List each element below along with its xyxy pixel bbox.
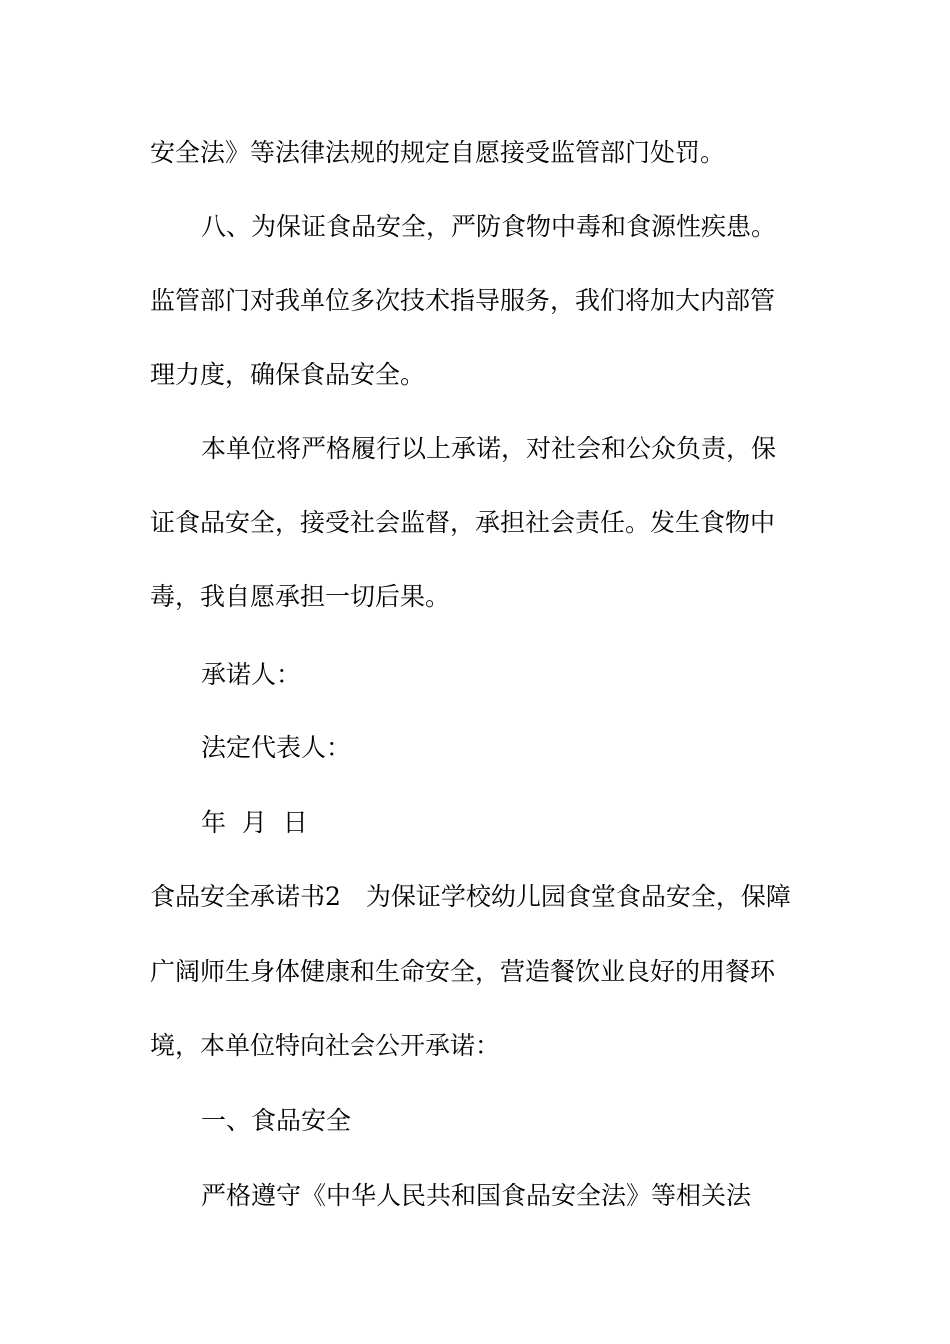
signatory-label: 承诺人： [201, 660, 302, 689]
text-line-5: 本单位将严格履行以上承诺，对社会和公众负责，保 [201, 434, 777, 463]
text-line-12: 广阔师生身体健康和生命安全，营造餐饮业良好的用餐环 [150, 957, 776, 986]
text-line-4: 理力度，确保食品安全。 [150, 360, 426, 389]
text-line-7: 毒，我自愿承担一切后果。 [150, 582, 451, 611]
text-line-11: 食品安全承诺书2 为保证学校幼儿园食堂食品安全，保障 [150, 882, 791, 911]
text-line-2: 八、为保证食品安全，严防食物中毒和食源性疾患。 [201, 212, 777, 241]
text-line-3: 监管部门对我单位多次技术指导服务，我们将加大内部管 [150, 286, 776, 315]
legal-representative-label: 法定代表人： [201, 733, 352, 762]
text-line-13: 境，本单位特向社会公开承诺： [150, 1031, 501, 1060]
text-line-15: 严格遵守《中华人民共和国食品安全法》等相关法 [201, 1181, 752, 1210]
date-line: 年 月 日 [201, 808, 308, 837]
text-line-6: 证食品安全，接受社会监督，承担社会责任。发生食物中 [150, 508, 776, 537]
section-heading-food-safety: 一、食品安全 [201, 1106, 352, 1135]
text-line-1: 安全法》等法律法规的规定自愿接受监管部门处罚。 [150, 138, 726, 167]
